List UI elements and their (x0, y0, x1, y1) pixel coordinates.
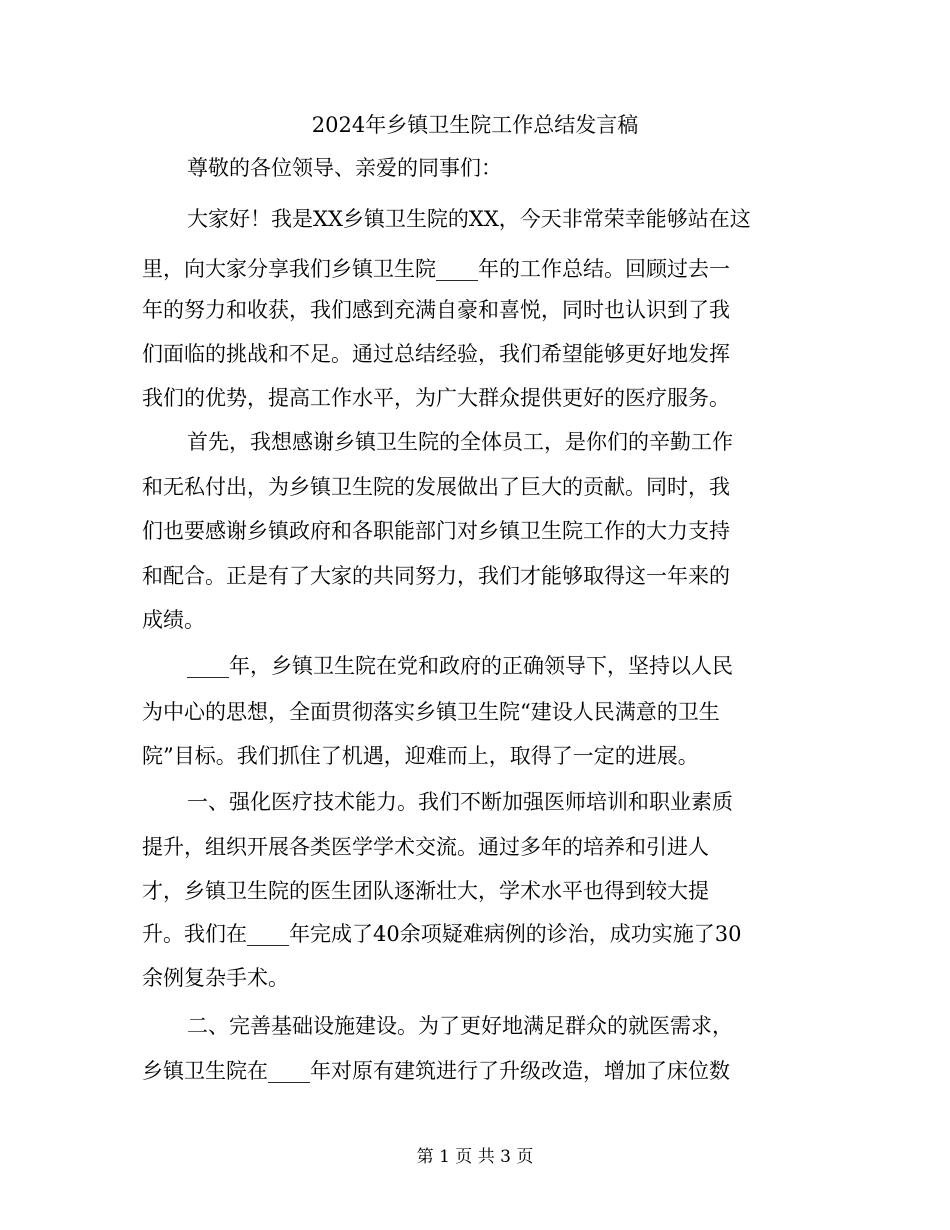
body-line: 院”目标。我们抓住了机遇，迎难而上，取得了一定的进展。 (142, 744, 699, 768)
body-line: 和配合。正是有了大家的共同努力，我们才能够取得这一年来的 (142, 564, 730, 588)
salutation-line: 尊敬的各位领导、亲爱的同事们： (187, 156, 502, 180)
body-line: 和无私付出，为乡镇卫生院的发展做出了巨大的贡献。同时，我 (142, 475, 730, 499)
page-footer: 第 1 页 共 3 页 (416, 1147, 534, 1167)
body-line: 我们的优势，提高工作水平，为广大群众提供更好的医疗服务。 (142, 386, 730, 410)
body-line: 升。我们在____年完成了40余项疑难病例的诊治，成功实施了30 (142, 922, 742, 946)
body-line: 们也要感谢乡镇政府和各职能部门对乡镇卫生院工作的大力支持 (142, 519, 730, 543)
body-line: 大家好！我是XX乡镇卫生院的XX，今天非常荣幸能够站在这 (187, 207, 751, 231)
body-line: 首先，我想感谢乡镇卫生院的全体员工，是你们的辛勤工作 (187, 430, 733, 454)
body-line: 提升，组织开展各类医学学术交流。通过多年的培养和引进人 (142, 835, 709, 859)
body-line: 成绩。 (142, 608, 205, 632)
body-line: 二、完善基础设施建设。为了更好地满足群众的就医需求， (187, 1014, 733, 1038)
body-line: 里，向大家分享我们乡镇卫生院____年的工作总结。回顾过去一 (142, 257, 730, 281)
body-line: 余例复杂手术。 (142, 966, 289, 990)
body-line: ____年，乡镇卫生院在党和政府的正确领导下，坚持以人民 (187, 654, 733, 678)
body-line: 才，乡镇卫生院的医生团队逐渐壮大，学术水平也得到较大提 (142, 879, 709, 903)
body-line: 们面临的挑战和不足。通过总结经验，我们希望能够更好地发挥 (142, 342, 730, 366)
body-line: 年的努力和收获，我们感到充满自豪和喜悦，同时也认识到了我 (142, 298, 730, 322)
body-line: 一、强化医疗技术能力。我们不断加强医师培训和职业素质 (187, 790, 733, 814)
document-title: 2024年乡镇卫生院工作总结发言稿 (311, 113, 639, 137)
body-line: 乡镇卫生院在____年对原有建筑进行了升级改造，增加了床位数 (142, 1059, 730, 1083)
body-line: 为中心的思想，全面贯彻落实乡镇卫生院“建设人民满意的卫生 (142, 700, 720, 724)
